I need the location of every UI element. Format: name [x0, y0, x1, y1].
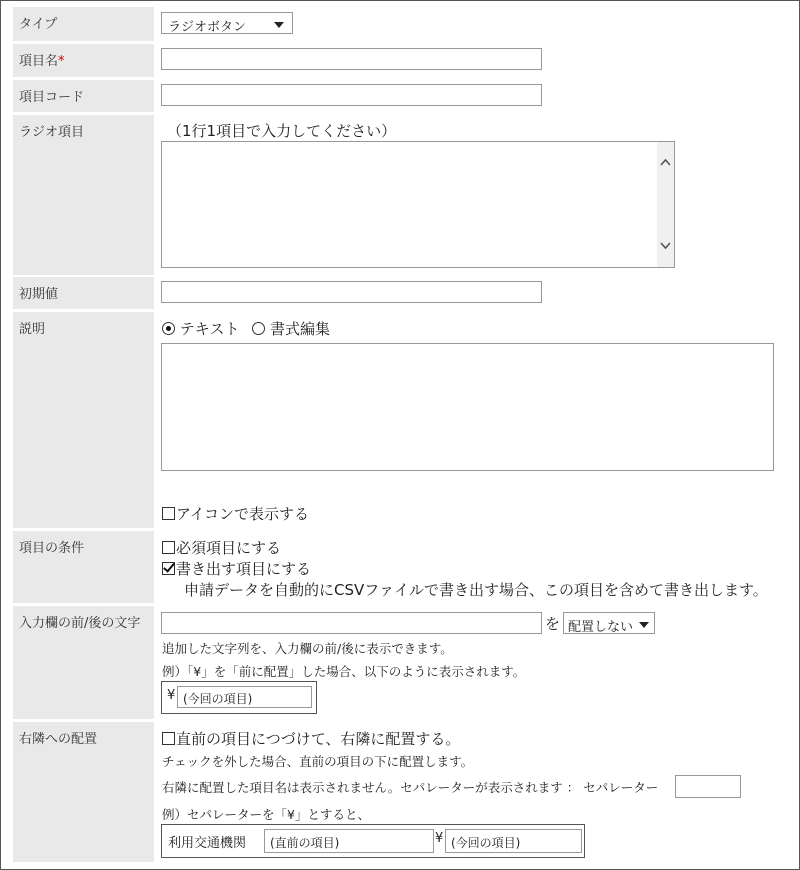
right-note-1: チェックを外した場合、直前の項目の下に配置します。 — [162, 754, 474, 769]
label-conditions: 項目の条件 — [13, 531, 154, 603]
separator-input[interactable] — [675, 775, 741, 798]
label-description: 説明 — [13, 312, 154, 528]
right-example-current-field: (今回の項目) — [445, 829, 582, 853]
item-code-input[interactable] — [161, 84, 542, 106]
icon-display-checkbox[interactable] — [162, 507, 175, 520]
affix-example-prefix: ¥ — [167, 688, 176, 703]
label-item-name-text: 項目名 — [19, 54, 59, 69]
radio-items-textarea[interactable] — [161, 141, 675, 268]
label-radio-items: ラジオ項目 — [13, 115, 154, 275]
label-type: タイプ — [13, 7, 154, 41]
right-note-2: 右隣に配置した項目名は表示されません。セパレーターが表示されます ： セパレーター — [162, 780, 659, 795]
affix-placement-select[interactable] — [563, 612, 655, 634]
right-example-sep: ¥ — [435, 831, 444, 846]
affix-particle: を — [545, 615, 561, 633]
mode-text-label: テキスト — [179, 320, 240, 338]
required-option[interactable] — [162, 537, 281, 558]
affix-help-2: 例）「¥」を「前に配置」した場合、以下のように表示されます。 — [162, 664, 526, 679]
right-example-prev-field: (直前の項目) — [264, 829, 434, 853]
right-placement-label: 直前の項目につづけて、右隣に配置する。 — [176, 730, 461, 748]
label-affix: 入力欄の前/後の文字 — [13, 606, 154, 719]
radio-items-scrollbar[interactable] — [657, 142, 674, 267]
label-item-code: 項目コード — [13, 80, 154, 112]
required-checkbox[interactable] — [162, 541, 175, 554]
mode-rich-label: 書式編集 — [270, 320, 331, 338]
affix-example-field: (今回の項目) — [177, 686, 312, 708]
label-initial-value: 初期値 — [13, 277, 154, 309]
radio-items-hint: （1行1項目で入力してください） — [167, 122, 397, 140]
mode-text-option[interactable] — [162, 320, 239, 338]
right-example-label: 利用交通機関 — [168, 836, 247, 851]
chevron-down-icon — [274, 22, 284, 28]
required-label: 必須項目にする — [176, 539, 282, 557]
description-textarea[interactable] — [161, 343, 774, 471]
type-select[interactable] — [161, 12, 293, 34]
icon-display-option[interactable] — [162, 503, 309, 524]
item-name-input[interactable] — [161, 48, 542, 70]
affix-placement-value: 配置しない — [568, 620, 634, 635]
label-right-placement: 右隣への配置 — [13, 722, 154, 862]
right-placement-option[interactable] — [162, 728, 460, 749]
affix-help-1: 追加した文字列を、入力欄の前/後に表示できます。 — [162, 641, 453, 656]
scroll-up-icon[interactable] — [660, 158, 671, 166]
right-example-caption: 例）セパレーターを「¥」とすると、 — [162, 807, 370, 822]
radio-text[interactable] — [162, 322, 175, 335]
right-placement-checkbox[interactable] — [162, 732, 175, 745]
affix-text-input[interactable] — [161, 612, 542, 634]
description-mode — [162, 318, 330, 339]
affix-example — [161, 681, 317, 714]
icon-display-label: アイコンで表示する — [176, 505, 310, 523]
export-option[interactable] — [162, 558, 311, 579]
label-item-name — [13, 44, 154, 77]
required-mark: * — [58, 54, 65, 69]
type-select-value: ラジオボタン — [168, 20, 247, 35]
export-label: 書き出す項目にする — [176, 560, 312, 578]
scroll-down-icon[interactable] — [660, 242, 671, 250]
export-checkbox[interactable] — [162, 562, 175, 575]
export-note: 申請データを自動的にCSVファイルで書き出す場合、この項目を含めて書き出します。 — [184, 581, 768, 599]
radio-rich[interactable] — [252, 322, 265, 335]
right-example — [161, 824, 585, 858]
initial-value-input[interactable] — [161, 281, 542, 303]
mode-rich-option[interactable] — [252, 320, 330, 338]
chevron-down-icon — [639, 622, 649, 628]
